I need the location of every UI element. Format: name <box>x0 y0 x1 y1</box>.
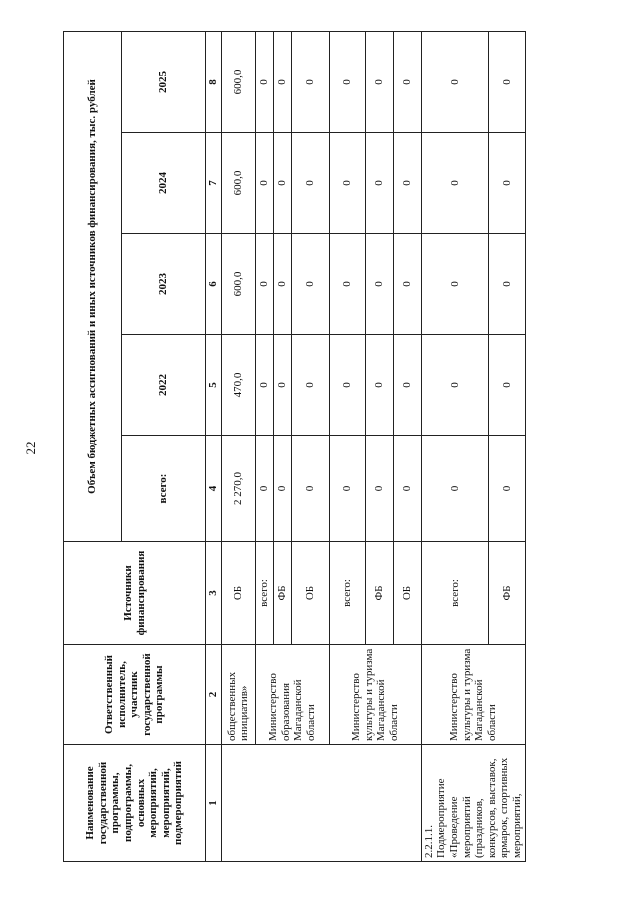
rotated-table-page <box>63 32 524 862</box>
value-cell: 0 <box>255 133 273 234</box>
source-cell: всего: <box>421 542 489 645</box>
colnum-3: 3 <box>206 542 222 645</box>
value-cell: 0 <box>291 31 329 132</box>
value-cell: 0 <box>489 436 525 542</box>
value-cell: 0 <box>255 234 273 335</box>
value-cell: 0 <box>393 335 421 436</box>
value-cell: 0 <box>489 335 525 436</box>
value-cell: 0 <box>489 133 525 234</box>
value-cell: 0 <box>329 133 365 234</box>
header-name: Наименование государственной программы, подпрограммы, основных мероприятий, мероприятий, подмероприятий <box>64 745 206 862</box>
value-cell: 0 <box>489 234 525 335</box>
source-cell: ОБ <box>221 542 255 645</box>
value-cell: 0 <box>273 436 291 542</box>
value-cell: 600,0 <box>221 31 255 132</box>
source-cell: ОБ <box>291 542 329 645</box>
value-cell: 0 <box>365 31 393 132</box>
header-year-2023: 2023 <box>122 234 206 335</box>
value-cell: 0 <box>255 335 273 436</box>
value-cell: 0 <box>421 335 489 436</box>
value-cell: 0 <box>365 133 393 234</box>
source-cell: всего: <box>255 542 273 645</box>
value-cell: 0 <box>273 335 291 436</box>
value-cell: 600,0 <box>221 133 255 234</box>
value-cell: 0 <box>421 234 489 335</box>
value-cell: 0 <box>291 133 329 234</box>
value-cell: 0 <box>329 335 365 436</box>
value-cell: 0 <box>365 335 393 436</box>
value-cell: 0 <box>421 31 489 132</box>
colnum-1: 1 <box>206 745 222 862</box>
value-cell: 0 <box>273 133 291 234</box>
colnum-8: 8 <box>206 31 222 132</box>
value-cell: 0 <box>255 31 273 132</box>
header-executor: Ответственный исполнитель, участник государственной программы <box>64 645 206 745</box>
value-cell: 2 270,0 <box>221 436 255 542</box>
value-cell: 0 <box>273 31 291 132</box>
header-total: всего: <box>122 436 206 542</box>
value-cell: 0 <box>329 234 365 335</box>
executor-cell: Министерство культуры и туризма Магаданской области <box>421 645 525 745</box>
value-cell: 0 <box>255 436 273 542</box>
header-source: Источники финансирования <box>64 542 206 645</box>
value-cell: 600,0 <box>221 234 255 335</box>
header-year-2024: 2024 <box>122 133 206 234</box>
value-cell: 0 <box>291 335 329 436</box>
value-cell: 0 <box>329 31 365 132</box>
header-year-2022: 2022 <box>122 335 206 436</box>
value-cell: 0 <box>393 133 421 234</box>
page-number: 22 <box>23 441 38 455</box>
value-cell: 0 <box>365 234 393 335</box>
value-cell: 0 <box>291 436 329 542</box>
header-funding: Объем бюджетных ассигнований и иных источников финансирования, тыс. рублей <box>64 31 122 541</box>
value-cell: 470,0 <box>221 335 255 436</box>
header-year-2025: 2025 <box>122 31 206 132</box>
colnum-4: 4 <box>206 436 222 542</box>
colnum-6: 6 <box>206 234 222 335</box>
executor-cell: Министерство образования Магаданской области <box>255 645 329 745</box>
name-cell-blank <box>221 745 421 862</box>
value-cell: 0 <box>365 436 393 542</box>
program-item-name: 2.2.1.1. Подмероприятие «Проведение мероприятий (праздников, конкурсов, выставок, ярмарок, спортивных мероприятий, <box>421 745 525 862</box>
executor-cell: общественных инициатив» <box>221 645 255 745</box>
colnum-7: 7 <box>206 133 222 234</box>
source-cell: ФБ <box>273 542 291 645</box>
value-cell: 0 <box>421 436 489 542</box>
executor-cell: Министерство культуры и туризма Магаданской области <box>329 645 421 745</box>
value-cell: 0 <box>393 436 421 542</box>
source-cell: всего: <box>329 542 365 645</box>
source-cell: ФБ <box>365 542 393 645</box>
source-cell: ФБ <box>489 542 525 645</box>
value-cell: 0 <box>393 31 421 132</box>
colnum-5: 5 <box>206 335 222 436</box>
funding-table <box>63 31 526 862</box>
value-cell: 0 <box>291 234 329 335</box>
value-cell: 0 <box>273 234 291 335</box>
value-cell: 0 <box>329 436 365 542</box>
value-cell: 0 <box>421 133 489 234</box>
value-cell: 0 <box>489 31 525 132</box>
value-cell: 0 <box>393 234 421 335</box>
colnum-2: 2 <box>206 645 222 745</box>
source-cell: ОБ <box>393 542 421 645</box>
